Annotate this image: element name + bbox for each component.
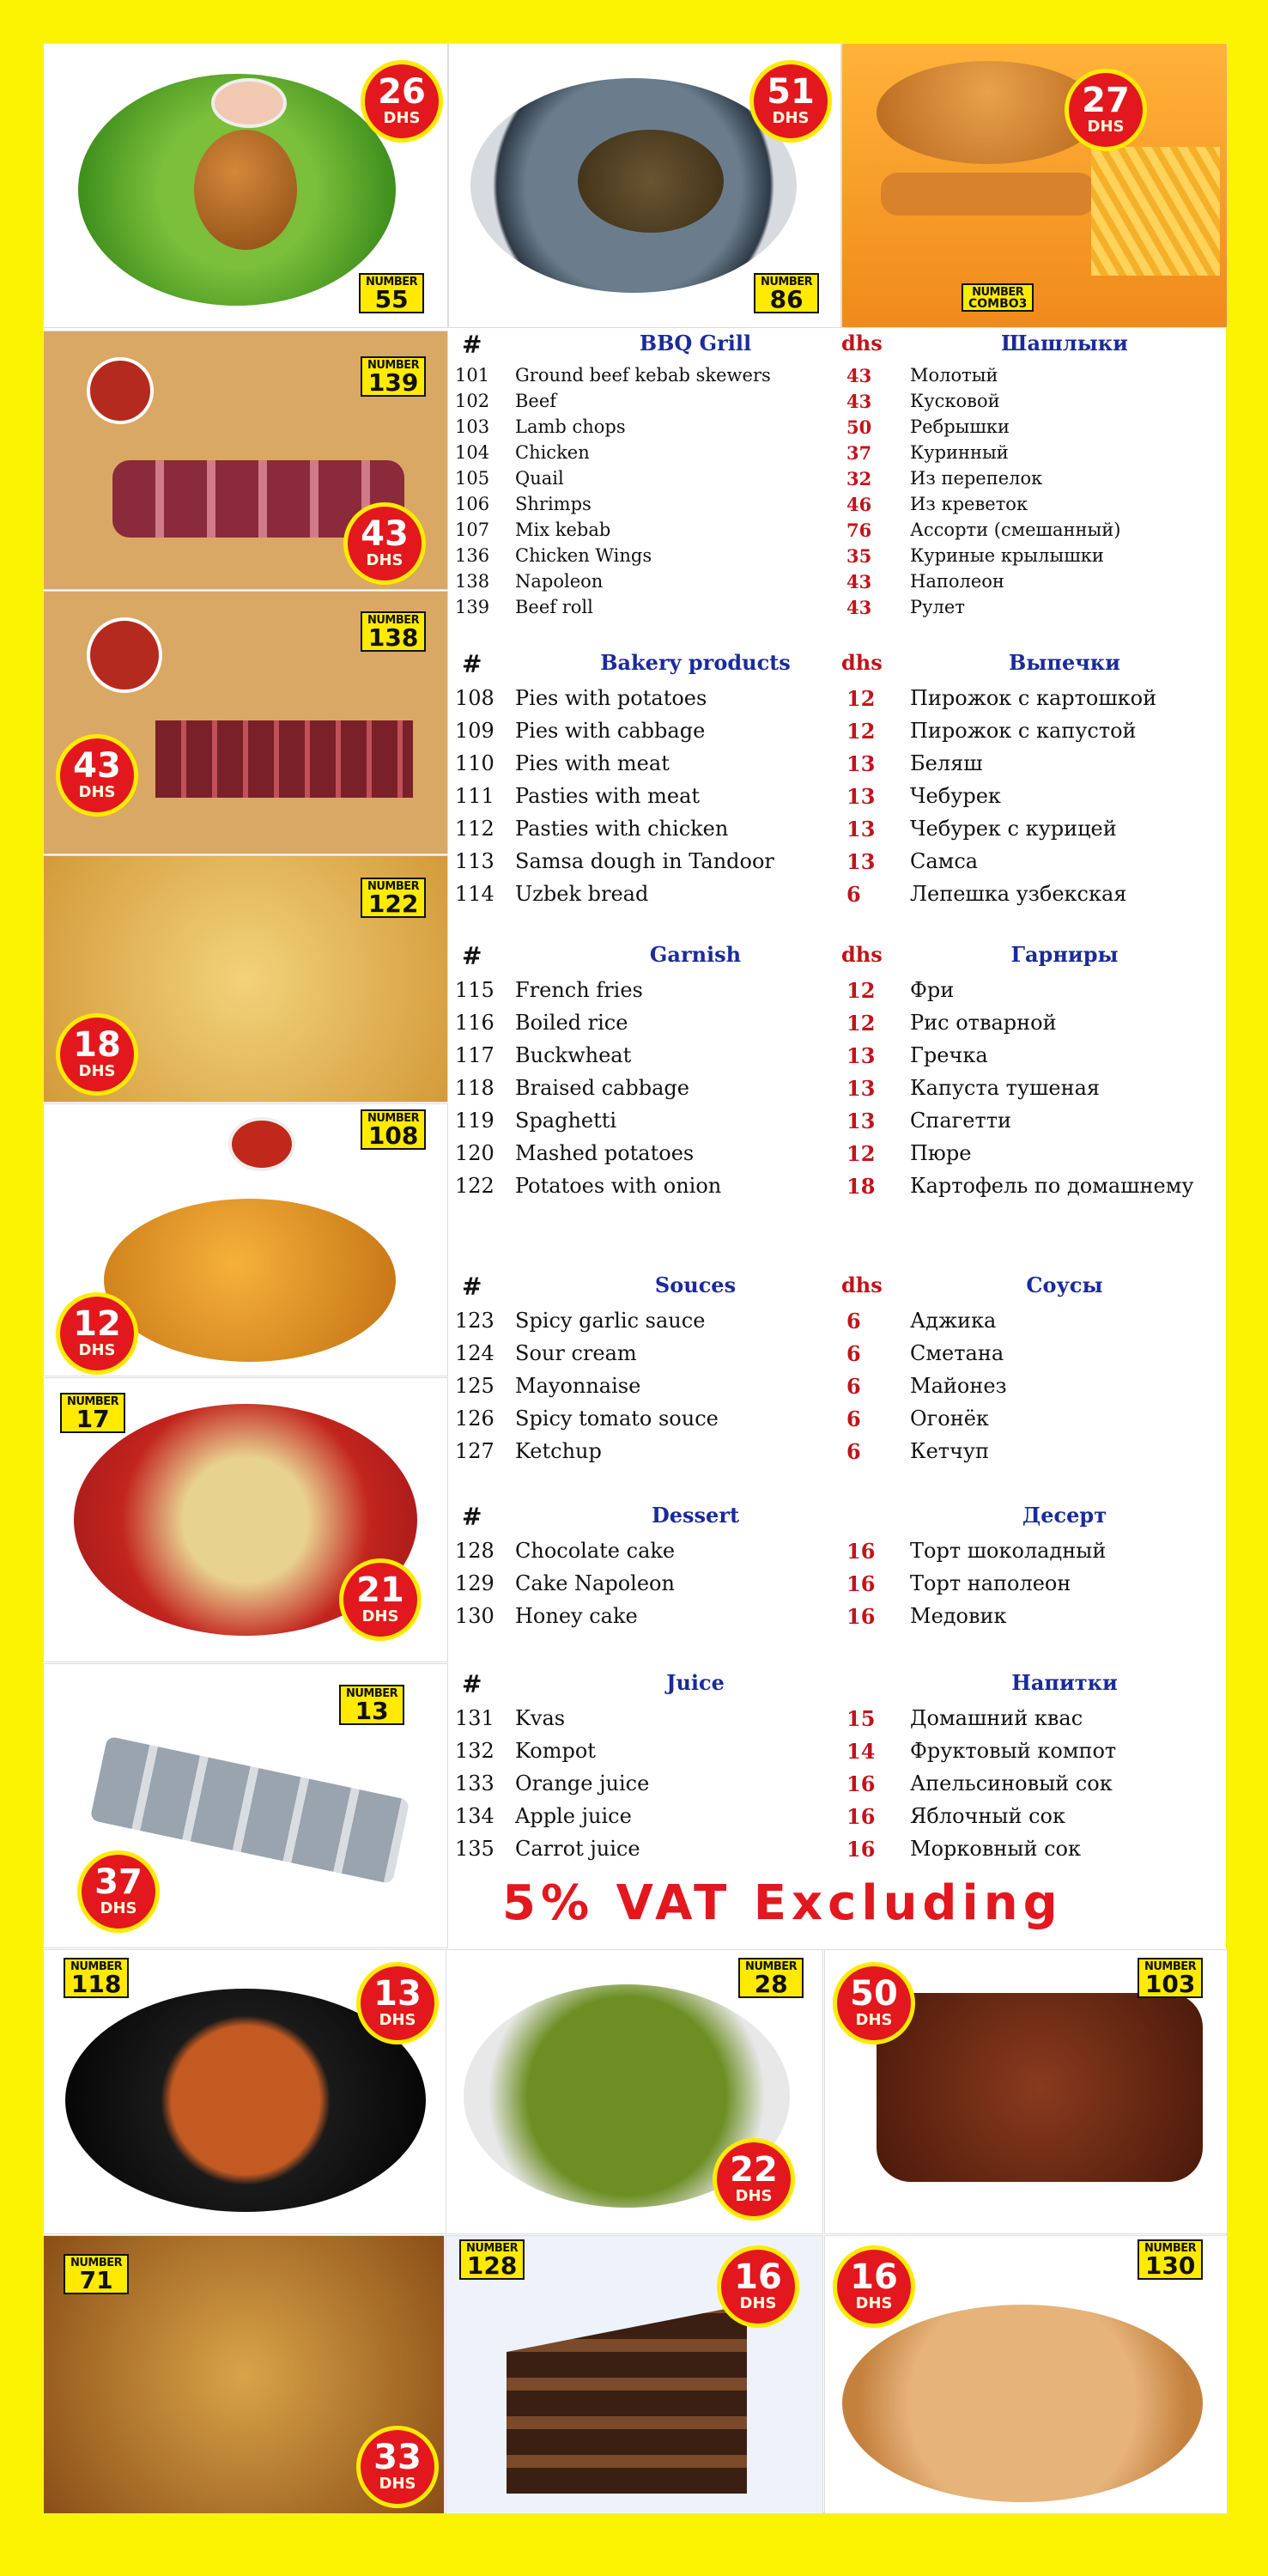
price-value: 51	[767, 72, 815, 112]
item-name-ru: Гречка	[910, 1043, 988, 1067]
item-name-en: Ketchup	[515, 1439, 602, 1463]
section-title-en: Juice	[666, 1670, 725, 1695]
number-tag	[1138, 2239, 1203, 2280]
currency-label: DHS	[772, 109, 810, 127]
currency-label: DHS	[855, 2294, 893, 2312]
section-header	[455, 1503, 1245, 1532]
item-number: 116	[455, 1011, 494, 1035]
item-price: 14	[846, 1739, 876, 1764]
item-price: 16	[846, 1771, 876, 1796]
item-name-ru: Сметана	[910, 1341, 1004, 1365]
item-price: 32	[846, 468, 872, 489]
number-tag	[1138, 1958, 1203, 1998]
skewers	[155, 720, 413, 798]
number-value: 122	[367, 890, 419, 918]
item-name-ru: Кусковой	[910, 391, 1000, 411]
item-name-ru: Ассорти (смешанный)	[910, 519, 1121, 540]
item-price: 16	[846, 1837, 876, 1862]
item-number: 127	[455, 1439, 494, 1463]
item-name-en: Braised cabbage	[515, 1076, 689, 1100]
item-name-en: Pasties with chicken	[515, 817, 729, 841]
item-number: 128	[455, 1539, 494, 1563]
price-badge	[343, 1563, 417, 1637]
currency-label: DHS	[366, 551, 403, 569]
number-label: NUMBER	[366, 276, 418, 289]
item-price: 16	[846, 1539, 876, 1564]
number-value: 28	[754, 1970, 788, 1998]
item-number: 118	[455, 1076, 494, 1100]
item-name-ru: Аджика	[910, 1309, 997, 1333]
item-name-ru: Самса	[910, 849, 979, 873]
number-tag	[754, 273, 819, 313]
item-name-ru: Наполеон	[910, 571, 1004, 592]
item-name-en: Beef roll	[515, 597, 593, 617]
number-value: 103	[1144, 1970, 1196, 1998]
item-name-ru: Майонез	[910, 1374, 1007, 1398]
price-badge	[721, 2250, 795, 2324]
number-value: 128	[466, 2251, 518, 2280]
number-value: 130	[1144, 2251, 1196, 2280]
price-value: 12	[73, 1304, 121, 1344]
item-name-ru: Из перепелок	[910, 468, 1043, 489]
item-name-ru: Пирожок с капустой	[910, 719, 1137, 743]
menu-table	[455, 331, 1245, 1962]
price-value: 16	[734, 2257, 782, 2297]
item-price: 13	[846, 751, 876, 776]
number-value: 55	[374, 285, 409, 313]
dhs-label: dhs	[841, 331, 883, 355]
item-number: 124	[455, 1341, 494, 1365]
item-name-en: Mayonnaise	[515, 1374, 641, 1398]
item-name-ru: Пирожок с картошкой	[910, 686, 1157, 710]
currency-label: DHS	[100, 1899, 137, 1917]
price-value: 33	[373, 2438, 422, 2477]
section-title-en: Bakery products	[600, 650, 791, 675]
burger-patty	[881, 173, 1095, 216]
ketchup-bowl	[228, 1117, 295, 1171]
item-name-ru: Куриные крылышки	[910, 545, 1104, 566]
item-price: 12	[846, 1011, 876, 1036]
item-name-en: Samsa dough in Tandoor	[515, 849, 774, 873]
item-price: 6	[846, 1406, 861, 1431]
item-price: 13	[846, 1109, 876, 1133]
item-name-en: Pies with potatoes	[515, 686, 707, 710]
item-name-ru: Лепешка узбекская	[910, 882, 1127, 906]
item-name-ru: Молотый	[910, 365, 998, 386]
item-name-en: Potatoes with onion	[515, 1174, 722, 1198]
item-price: 12	[846, 1141, 876, 1166]
number-value: 138	[367, 623, 419, 652]
section-title-en: Garnish	[649, 942, 742, 967]
price-badge	[60, 1018, 134, 1091]
item-price: 46	[846, 494, 872, 515]
number-tag	[64, 1958, 129, 1998]
number-label: NUMBER	[367, 1112, 420, 1125]
currency-label: DHS	[739, 2294, 777, 2312]
number-tag	[962, 283, 1034, 312]
item-price: 6	[846, 1374, 861, 1399]
number-value: 139	[367, 368, 419, 397]
number-label: NUMBER	[346, 1687, 398, 1700]
number-tag	[64, 2254, 129, 2294]
item-name-ru: Рис отварной	[910, 1011, 1057, 1035]
number-label: NUMBER	[367, 359, 420, 372]
section-header	[455, 650, 1245, 679]
number-value: 13	[355, 1697, 389, 1725]
item-name-ru: Картофель по домашнему	[910, 1174, 1194, 1198]
item-name-en: Pies with meat	[515, 751, 670, 775]
section-title-en: Souces	[654, 1273, 737, 1297]
section-header	[455, 1670, 1245, 1699]
item-number: 138	[455, 571, 490, 592]
item-name-ru: Морковный сок	[910, 1837, 1081, 1861]
price-badge	[361, 2430, 434, 2504]
dhs-label: dhs	[841, 1273, 883, 1297]
item-name-en: Mix kebab	[515, 519, 611, 540]
number-label: NUMBER	[761, 276, 813, 289]
number-tag	[339, 1685, 404, 1725]
item-number: 113	[455, 849, 494, 873]
item-number: 120	[455, 1141, 494, 1165]
item-name-en: Chicken Wings	[515, 545, 652, 566]
sauce-bowl	[87, 357, 154, 424]
item-price: 16	[846, 1804, 876, 1829]
item-number: 114	[455, 882, 494, 906]
item-price: 13	[846, 849, 876, 874]
hash-label: #	[462, 1273, 482, 1301]
dhs-label: dhs	[841, 650, 883, 675]
number-value: 118	[70, 1970, 122, 1998]
item-name-en: Cake Napoleon	[515, 1571, 675, 1595]
section-header	[455, 942, 1245, 971]
number-label: NUMBER	[70, 2257, 123, 2269]
item-name-en: Uzbek bread	[515, 882, 649, 906]
number-tag	[459, 2239, 525, 2280]
item-name-en: French fries	[515, 978, 643, 1002]
price-value: 27	[1082, 81, 1130, 120]
item-name-ru: Капуста тушеная	[910, 1076, 1101, 1100]
item-name-ru: Фри	[910, 978, 955, 1002]
dhs-label: dhs	[841, 942, 883, 967]
currency-label: DHS	[1087, 118, 1125, 136]
section-title-ru: Десерт	[1022, 1503, 1107, 1528]
item-name-ru: Пюре	[910, 1141, 972, 1165]
item-price: 6	[846, 1341, 861, 1366]
item-name-ru: Кетчуп	[910, 1439, 990, 1463]
photo-burger	[841, 43, 1228, 328]
price-badge	[754, 64, 828, 138]
cutlet	[194, 130, 297, 250]
price-badge	[60, 738, 134, 812]
lamb-pieces	[578, 130, 724, 233]
item-name-ru: Яблочный сок	[910, 1804, 1066, 1828]
item-name-en: Spicy garlic sauce	[515, 1309, 706, 1333]
item-number: 136	[455, 545, 490, 566]
item-name-en: Carrot juice	[515, 1837, 640, 1861]
price-value: 43	[73, 746, 121, 786]
price-value: 26	[378, 72, 426, 112]
number-value: 108	[367, 1121, 419, 1150]
burger-bun	[877, 61, 1100, 164]
item-name-en: Shrimps	[515, 494, 592, 514]
price-value: 16	[850, 2257, 898, 2297]
price-value: 18	[73, 1025, 121, 1065]
item-name-ru: Ребрышки	[910, 416, 1010, 437]
currency-label: DHS	[361, 1607, 399, 1625]
item-number: 119	[455, 1109, 494, 1133]
item-name-en: Napoleon	[515, 571, 604, 592]
item-price: 15	[846, 1706, 876, 1731]
item-price: 12	[846, 719, 876, 744]
item-number: 108	[455, 686, 494, 710]
item-name-ru: Куринный	[910, 442, 1009, 463]
item-price: 6	[846, 882, 861, 907]
price-badge	[361, 1966, 434, 2040]
item-price: 18	[846, 1174, 876, 1199]
item-price: 13	[846, 1076, 876, 1101]
item-name-ru: Рулет	[910, 597, 965, 617]
section-header	[455, 331, 1245, 360]
honey-cake	[842, 2305, 1203, 2502]
section-title-en: Dessert	[651, 1503, 740, 1528]
item-name-ru: Торт наполеон	[910, 1571, 1071, 1595]
price-badge	[82, 1855, 155, 1929]
item-price: 43	[846, 571, 872, 592]
section-header	[455, 1273, 1245, 1302]
vat-notice: 5% VAT Excluding	[502, 1875, 1063, 1931]
hash-label: #	[462, 1503, 482, 1531]
price-value: 21	[356, 1571, 404, 1610]
item-name-ru: Апельсиновый сок	[910, 1771, 1113, 1795]
number-tag	[361, 1109, 426, 1150]
price-badge	[717, 2142, 791, 2216]
number-label: NUMBER	[466, 2242, 519, 2255]
currency-label: DHS	[735, 2187, 773, 2205]
item-number: 134	[455, 1804, 494, 1828]
currency-label: DHS	[379, 2011, 416, 2029]
item-number: 132	[455, 1739, 494, 1763]
price-badge	[365, 64, 439, 138]
item-name-en: Beef	[515, 391, 557, 411]
currency-label: DHS	[383, 109, 421, 127]
item-number: 115	[455, 978, 494, 1002]
item-name-en: Mashed potatoes	[515, 1141, 695, 1165]
sauce-bowl	[211, 78, 287, 128]
item-number: 131	[455, 1706, 494, 1730]
hash-label: #	[462, 650, 482, 678]
price-badge	[1069, 73, 1143, 147]
number-label: NUMBER	[745, 1960, 798, 1973]
item-number: 107	[455, 519, 490, 540]
item-number: 126	[455, 1406, 494, 1431]
item-price: 43	[846, 391, 872, 412]
item-number: 109	[455, 719, 494, 743]
item-name-en: Chicken	[515, 442, 590, 463]
item-price: 6	[846, 1439, 861, 1464]
number-label: NUMBER	[1144, 1960, 1197, 1973]
price-badge	[60, 1297, 134, 1370]
price-badge	[837, 2250, 911, 2324]
item-price: 35	[846, 545, 872, 567]
number-tag	[738, 1958, 804, 1998]
item-name-en: Honey cake	[515, 1604, 638, 1628]
item-price: 50	[846, 416, 872, 438]
item-number: 129	[455, 1571, 494, 1595]
item-price: 6	[846, 1309, 861, 1334]
ribs	[877, 1993, 1203, 2182]
item-name-ru: Чебурек	[910, 784, 1001, 808]
item-number: 123	[455, 1309, 494, 1333]
number-tag	[60, 1393, 125, 1433]
currency-label: DHS	[78, 1341, 116, 1359]
item-name-ru: Спагетти	[910, 1109, 1011, 1133]
item-number: 111	[455, 784, 494, 808]
number-value: 71	[79, 2266, 113, 2294]
number-tag	[361, 878, 426, 918]
price-badge	[348, 507, 422, 580]
item-name-en: Boiled rice	[515, 1011, 628, 1035]
item-name-en: Quail	[515, 468, 564, 489]
item-number: 130	[455, 1604, 494, 1628]
item-number: 139	[455, 597, 490, 617]
item-price: 76	[846, 519, 872, 541]
item-name-ru: Огонёк	[910, 1406, 989, 1431]
item-price: 43	[846, 365, 872, 386]
item-price: 16	[846, 1604, 876, 1629]
item-number: 112	[455, 817, 494, 841]
item-number: 117	[455, 1043, 494, 1067]
number-value: COMBO3	[968, 297, 1028, 311]
price-badge	[837, 1966, 911, 2040]
item-name-en: Sour cream	[515, 1341, 637, 1365]
section-title-ru: Гарниры	[1010, 942, 1119, 967]
item-name-ru: Домашний квас	[910, 1706, 1083, 1730]
number-tag	[361, 611, 426, 652]
currency-label: DHS	[78, 783, 116, 801]
item-name-en: Pies with cabbage	[515, 719, 706, 743]
currency-label: DHS	[379, 2475, 416, 2493]
item-name-en: Apple juice	[515, 1804, 632, 1828]
item-name-en: Buckwheat	[515, 1043, 632, 1067]
item-name-ru: Торт шоколадный	[910, 1539, 1107, 1563]
item-number: 102	[455, 391, 490, 411]
hash-label: #	[462, 331, 482, 359]
item-name-ru: Беляш	[910, 751, 983, 775]
item-name-en: Spicy tomato souce	[515, 1406, 719, 1431]
item-number: 135	[455, 1837, 494, 1861]
item-name-en: Lamb chops	[515, 416, 626, 437]
number-tag	[361, 356, 426, 397]
item-number: 101	[455, 365, 490, 386]
section-title-ru: Шашлыки	[1001, 331, 1128, 355]
section-title-ru: Соусы	[1026, 1273, 1103, 1297]
item-name-en: Spaghetti	[515, 1109, 617, 1133]
number-label: NUMBER	[1144, 2242, 1197, 2255]
item-price: 13	[846, 1043, 876, 1068]
section-title-ru: Напитки	[1011, 1670, 1118, 1695]
cake-slice	[507, 2305, 747, 2494]
section-title-ru: Выпечки	[1009, 650, 1120, 675]
price-value: 37	[94, 1862, 143, 1902]
number-label: NUMBER	[367, 880, 420, 893]
item-name-en: Kvas	[515, 1706, 566, 1730]
item-number: 106	[455, 494, 490, 514]
pie	[104, 1199, 396, 1362]
item-number: 125	[455, 1374, 494, 1398]
price-value: 43	[361, 514, 409, 554]
item-name-en: Kompot	[515, 1739, 596, 1763]
number-label: NUMBER	[367, 614, 420, 627]
sauce-bowl	[87, 617, 162, 693]
hash-label: #	[462, 942, 482, 970]
number-tag	[359, 273, 424, 313]
fries	[1091, 147, 1220, 276]
number-label: NUMBER	[67, 1395, 119, 1408]
item-number: 105	[455, 468, 490, 489]
item-name-ru: Фруктовый компот	[910, 1739, 1117, 1763]
item-number: 103	[455, 416, 490, 437]
item-number: 104	[455, 442, 490, 463]
item-name-ru: Из креветок	[910, 494, 1028, 514]
number-value: 86	[769, 285, 804, 313]
item-price: 12	[846, 686, 876, 711]
item-name-en: Pasties with meat	[515, 784, 701, 808]
item-price: 12	[846, 978, 876, 1003]
number-value: 17	[76, 1405, 110, 1433]
item-price: 37	[846, 442, 872, 464]
number-label: NUMBER	[972, 286, 1024, 299]
number-label: NUMBER	[70, 1960, 123, 1973]
currency-label: DHS	[78, 1062, 116, 1080]
item-number: 122	[455, 1174, 494, 1198]
currency-label: DHS	[855, 2011, 893, 2029]
item-price: 13	[846, 784, 876, 809]
price-value: 50	[850, 1974, 898, 2014]
item-name-en: Chocolate cake	[515, 1539, 676, 1563]
item-number: 133	[455, 1771, 494, 1795]
item-name-en: Orange juice	[515, 1771, 650, 1795]
item-number: 110	[455, 751, 494, 775]
item-price: 43	[846, 597, 872, 618]
price-value: 22	[730, 2150, 778, 2190]
item-price: 13	[846, 817, 876, 841]
item-name-ru: Медовик	[910, 1604, 1007, 1628]
item-name-en: Ground beef kebab skewers	[515, 365, 771, 386]
hash-label: #	[462, 1670, 482, 1698]
section-title-en: BBQ Grill	[639, 331, 752, 355]
price-value: 13	[373, 1974, 422, 2014]
item-price: 16	[846, 1571, 876, 1596]
item-name-ru: Чебурек с курицей	[910, 817, 1117, 841]
